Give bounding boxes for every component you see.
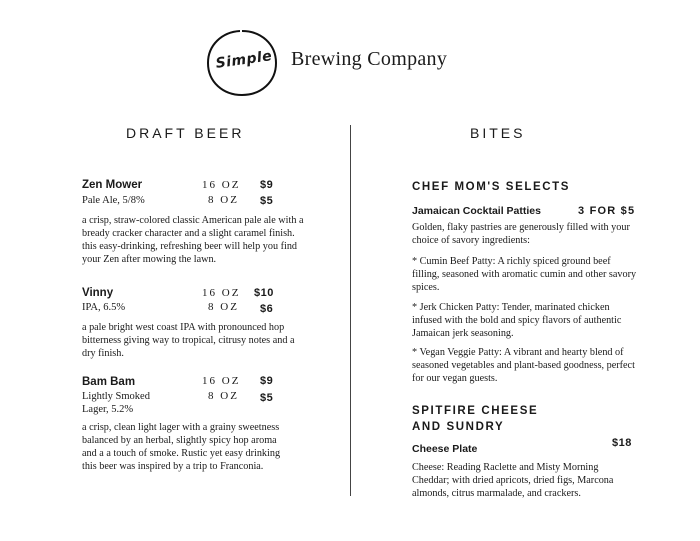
beer-style-bam-bam-line1: Lightly Smoked: [82, 391, 150, 402]
item-price-cheese-plate: $18: [612, 437, 632, 449]
column-divider: [350, 125, 351, 496]
size-8oz: 8 OZ: [208, 194, 239, 206]
item-price-jamaican-cocktail-patties: 3 FOR $5: [578, 205, 636, 217]
section-heading-chef-moms-selects: CHEF MOM'S SELECTS: [412, 181, 571, 193]
price: $9: [260, 179, 274, 191]
beer-style-zen-mower: Pale Ale, 5/8%: [82, 195, 145, 206]
size-8oz: 8 OZ: [208, 301, 239, 313]
item-intro: Golden, flaky pastries are generously filled with your choice of savory ingredients:: [412, 222, 630, 246]
draft-beer-heading: DRAFT BEER: [126, 125, 245, 141]
logo-text: Simple: [214, 48, 274, 72]
size-8oz: 8 OZ: [208, 390, 239, 402]
price: $9: [260, 375, 274, 387]
beer-name-zen-mower: Zen Mower: [82, 179, 143, 191]
bites-heading: BITES: [470, 125, 526, 141]
beer-description-zen-mower: a crisp, straw-colored classic American pale ale with a bready cracker character and a slight caramel finish. this easy-drinking, refreshing beer will help you find your Zen after mowing the lawn.: [82, 215, 304, 265]
beer-name-bam-bam: Bam Bam: [82, 376, 136, 388]
item-description-cheese-plate: Cheese: Reading Raclette and Misty Morning Cheddar; with dried apricots, dried figs, Marcona almonds, citrus marmalade, and crackers.: [412, 462, 614, 499]
patty-option-cumin-beef: * Cumin Beef Patty: A richly spiced ground beef filling, seasoned with aromatic cumin and other savory spices.: [412, 256, 637, 293]
section-heading-spitfire-cheese-line2: AND SUNDRY: [412, 421, 505, 433]
size-16oz: 16 OZ: [202, 179, 241, 191]
beer-style-bam-bam-line2: Lager, 5.2%: [82, 404, 134, 415]
patty-option-vegan-veggie: * Vegan Veggie Patty: A vibrant and hearty blend of seasoned vegetables and plant-based goodness, perfect for our vegan guests.: [412, 347, 635, 384]
price: $6: [260, 303, 274, 315]
size-16oz: 16 OZ: [202, 287, 241, 299]
size-16oz: 16 OZ: [202, 375, 241, 387]
section-heading-spitfire-cheese-line1: SPITFIRE CHEESE: [412, 405, 539, 417]
beer-description-vinny: a pale bright west coast IPA with pronounced hop bitterness giving way to tropical, citrusy notes and a dry finish.: [82, 322, 295, 359]
item-name-cheese-plate: Cheese Plate: [412, 443, 478, 455]
brand-name: Brewing Company: [291, 48, 448, 70]
price: $5: [260, 195, 274, 207]
patty-option-jerk-chicken: * Jerk Chicken Patty: Tender, marinated chicken infused with the bold and spicy flavors of authentic Jamaican jerk seasoning.: [412, 302, 622, 339]
beer-name-vinny: Vinny: [82, 287, 114, 299]
price: $5: [260, 392, 274, 404]
price: $10: [254, 287, 274, 299]
beer-style-vinny: IPA, 6.5%: [82, 302, 126, 313]
beer-description-bam-bam: a crisp, clean light lager with a grainy sweetness balanced by an herbal, slightly spicy hop aroma and a a touch of smoke. Rustic yet easy drinking this beer was inspired by a trip to Franconia.: [82, 422, 281, 472]
item-name-jamaican-cocktail-patties: Jamaican Cocktail Patties: [412, 205, 541, 217]
